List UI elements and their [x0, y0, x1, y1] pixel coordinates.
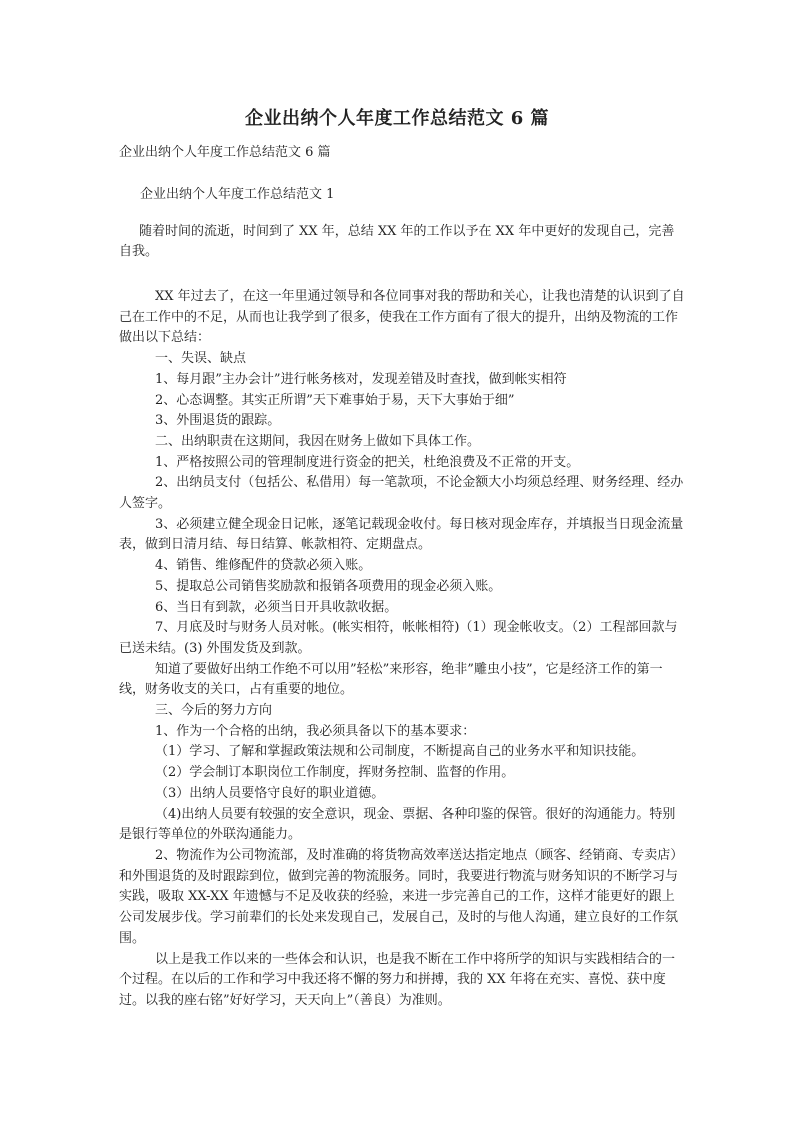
paragraph: （1）学习、了解和掌握政策法规和公司制度，不断提高自己的业务水平和知识技能。 [155, 744, 645, 760]
paragraph: 1、每月跟”主办会计”进行帐务核对，发现差错及时查找，做到帐实相符 [155, 371, 567, 387]
paragraph: 6、当日有到款，必须当日开具收款收据。 [155, 599, 398, 615]
paragraph: 2、出纳员支付（包括公、私借用）每一笔款项，不论金额大小均须总经理、财务经理、经办人签字。 [119, 475, 684, 512]
paragraph: 4、销售、维修配件的贷款必须入账。 [155, 558, 372, 574]
document-subtitle: 企业出纳个人年度工作总结范文 6 篇 [119, 145, 331, 160]
paragraph: 7、月底及时与财务人员对帐。(帐实相符，帐帐相符)（1）现金帐收支。（2）工程部回款与已送未结。(3) 外围发货及到款。 [119, 620, 678, 656]
paragraph: 二、出纳职责在这期间，我因在财务上做如下具体工作。 [155, 433, 481, 449]
paragraph: 一、失误、缺点 [155, 351, 247, 367]
paragraph: （4)出纳人员要有较强的安全意识，现金、票据、各种印鉴的保管。很好的沟通能力。特别是银行等单位的外联沟通能力。 [119, 806, 676, 843]
paragraph: 5、提取总公司销售奖励款和报销各项费用的现金必须入账。 [155, 578, 502, 594]
intro-paragraph: 随着时间的流逝，时间到了 XX 年，总结 XX 年的工作以予在 XX 年中更好的发现自己，完善自我。 [119, 224, 675, 259]
paragraph: 3、外围退货的跟踪。 [155, 413, 281, 429]
paragraph: 1、严格按照公司的管理制度进行资金的把关，杜绝浪费及不正常的开支。 [155, 454, 580, 470]
paragraph: 2、物流作为公司物流部，及时准确的将货物高效率送达指定地点（顾客、经销商、专卖店）和外围退货的及时跟踪到位，做到完善的物流服务。同时，我要进行物流与财务知识的不断学习与实践，吸取 XX-XX 年遗憾与不足及收获的经验，来进一步完善自己的工作，这样才能更好的跟上公司发展步伐。学习前辈们的长处来发现自己，发展自己，及时的与他人沟通，建立良好的工作氛围。 [119, 847, 684, 946]
section-heading: 企业出纳个人年度工作总结范文 1 [140, 187, 335, 202]
body-text [119, 287, 685, 1012]
paragraph: 1、作为一个合格的出纳，我必须具备以下的基本要求： [155, 723, 476, 739]
paragraph: 2、心态调整。其实正所谓”天下难事始于易，天下大事始于细” [155, 392, 515, 408]
paragraph: 三、今后的努力方向 [155, 703, 273, 719]
paragraph: （2）学会制订本职岗位工作制度，挥财务控制、监督的作用。 [155, 765, 515, 781]
paragraph: 以上是我工作以来的一些体会和认识，也是我不断在工作中将所学的知识与实践相结合的一个过程。在以后的工作和学习中我还将不懈的努力和拼搏，我的 XX 年将在充实、喜悦、获中度过。以我的座右铭”好好学习，天天向上”（善良）为准则。 [119, 951, 676, 1008]
paragraph: （3）出纳人员要恪守良好的职业道德。 [155, 785, 385, 801]
paragraph: 3、必须建立健全现金日记帐，逐笔记载现金收付。每日核对现金库存，并填报当日现金流量表，做到日清月结、每日结算、帐款相符、定期盘点。 [119, 516, 684, 553]
paragraph: XX 年过去了，在这一年里通过领导和各位同事对我的帮助和关心，让我也清楚的认识到了自己在工作中的不足，从而也让我学到了很多，使我在工作方面有了很大的提升，出纳及物流的工作做出以下总结： [119, 289, 685, 346]
paragraph: 知道了要做好出纳工作绝不可以用”轻松”来形容，绝非”雕虫小技”，它是经济工作的第一线，财务收支的关口，占有重要的地位。 [119, 661, 663, 698]
document-title: 企业出纳个人年度工作总结范文 6 篇 [244, 108, 550, 129]
